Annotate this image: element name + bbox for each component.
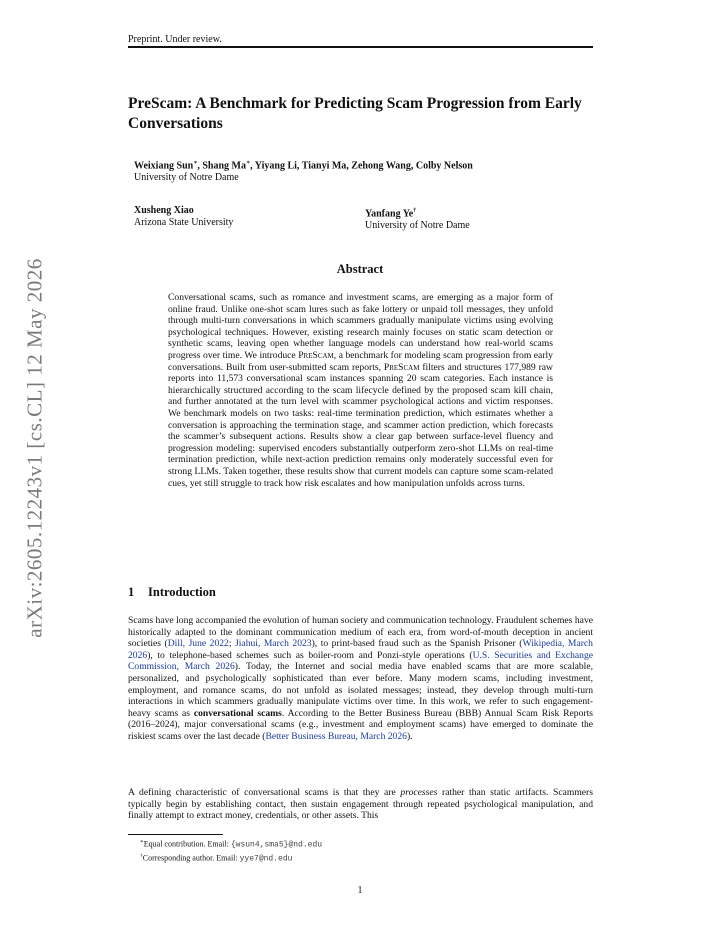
author-name xyxy=(365,205,470,220)
arxiv-stamp xyxy=(20,258,50,638)
emphasis-term: processes xyxy=(400,787,438,798)
page-number: 1 xyxy=(357,885,363,896)
running-header: Preprint. Under review. xyxy=(128,34,222,45)
equal-contribution-mark: ∗ xyxy=(193,160,198,166)
paragraph-text: . According to the Better Business Bureau (BBB) Annual Scam Risk Reports (2016–2024), major conversational scams (e.g., investment and employment scams) have emerged to dominate the riskiest scams over the last decade ( xyxy=(128,707,593,742)
author-name: Weixiang Sun xyxy=(134,160,194,172)
section-heading-introduction xyxy=(128,585,216,600)
footnote-text: Corresponding author. Email: xyxy=(142,853,240,863)
abstract-text: filters and structures 177,989 raw reports into 11,573 conversational scam instances spanning 20 scam categories. Each instance is hierarchically structured according to the scam lifecycle defined by the proposed scam kill chain, and further annotated at the turn level with scammer psychological actions and victim responses. We benchmark models on two tasks: real-time termination prediction, which estimates whether a conversation is approaching the termination stage, and scammer action prediction, which forecasts the scammer’s subsequent actions. Results show a clear gap between surface-level fluency and progression modeling: supervised encoders substantially outperform zero-shot LLMs on real-time termination prediction, while next-action prediction remains only moderately successful even for strong LLMs. Taken together, these results show that current models can capture some scam-related cues, yet still struggle to track how risk escalates and how manipulation unfolds across turns. xyxy=(168,361,553,489)
header-rule xyxy=(128,46,593,48)
affiliation: Arizona State University xyxy=(134,217,234,228)
bold-term: conversational scams xyxy=(193,707,282,719)
citation-link[interactable]: Better Business Bureau, March 2026 xyxy=(265,730,407,742)
footnotes xyxy=(140,837,322,864)
citation-link[interactable]: U.S. Securities and Exchange Commission, March 2026 xyxy=(128,649,593,673)
footnote-equal-contribution xyxy=(140,837,322,851)
intro-paragraph-1 xyxy=(128,615,593,743)
email-address: yye7@nd.edu xyxy=(239,854,293,864)
author-name: Xusheng Xiao xyxy=(134,205,194,216)
citation-link[interactable]: Jiahui, March 2023 xyxy=(235,638,312,650)
paper-title: PreScam: A Benchmark for Predicting Scam Progression from Early Conversations xyxy=(128,95,582,132)
citation-link[interactable]: Dill, June 2022 xyxy=(167,638,229,650)
citation-link[interactable]: Wikipedia, March 2026 xyxy=(128,638,593,661)
abstract-text: Conversational scams, such as romance and investment scams, are emerging as a major form of online fraud. Unlike one-shot scam lures such as fake lottery or unpaid toll messages, they unfold through multi-turn conversations in which scammers gradually manipulate victims using evolving psychological techniques. However, existing research mainly focuses on static scam detection or synthetic scams, leaving open whether language models can understand how real-world scams progress over time. We introduce xyxy=(168,292,553,361)
footnote-corresponding-author xyxy=(140,851,322,865)
equal-contribution-mark: ∗ xyxy=(245,160,251,166)
paragraph-text: ), to telephone-based schemes such as boiler-room and Ponzi-style operations ( xyxy=(147,649,473,661)
abstract-heading: Abstract xyxy=(336,262,384,276)
author-name: Yiyang Li, Tianyi Ma, Zehong Wang, Colby Nelson xyxy=(254,160,473,172)
author-names: Weixiang Sun∗, Shang Ma∗, Yiyang Li, Tianyi Ma, Zehong Wang, Colby Nelson xyxy=(134,160,473,172)
section-title: Introduction xyxy=(148,585,216,599)
abstract-body xyxy=(168,292,553,489)
section-number: 1 xyxy=(128,585,135,599)
benchmark-name: PreScam xyxy=(298,349,334,361)
paragraph-text: ). Today, the Internet and social media have enabled scams that are more scalable, personalized, and psychologically sophisticated than ever before. Many modern scams, including investment, employment, and romance scams, do not unfold as isolated messages; instead, they develop through multi-turn interactions in which scammers gradually manipulate victims over time. In this work, we refer to such engagement-heavy scams as xyxy=(128,661,593,719)
footnote-text: Equal contribution. Email: xyxy=(143,839,231,849)
affiliation: University of Notre Dame xyxy=(134,172,239,184)
footnote-mark: ∗ xyxy=(140,839,144,845)
paragraph-text: ; xyxy=(228,638,236,650)
affiliation: University of Notre Dame xyxy=(365,220,470,232)
paragraph-text: ), to print-based fraud such as the Spanish Prisoner ( xyxy=(311,638,523,650)
paragraph-text: A defining characteristic of conversational scams is that they are xyxy=(128,787,401,798)
footnote-mark: † xyxy=(140,852,143,859)
email-address: {wsun4,sma5}@nd.edu xyxy=(230,840,323,850)
author-name: Shang Ma xyxy=(202,160,246,172)
arxiv-stamp-text: arXiv:2605.12243v1 [cs.CL] 12 May 2026 xyxy=(22,258,47,638)
benchmark-name: PreScam xyxy=(383,361,420,373)
paragraph-text: Scams have long accompanied the evolution of human society and communication technology. Fraudulent schemes have historically adapted to the dominant communication medium of each era, from word-of-mouth deception in ancient societies ( xyxy=(128,615,593,650)
corresponding-author-mark: † xyxy=(413,208,417,214)
paragraph-text: ). xyxy=(406,730,413,742)
author-list xyxy=(134,157,473,184)
paragraph-text: rather than static artifacts. Scammers typically begin by establishing contact, then sustain engagement through repeated psychological manipulation, and finally attempt to extract money, credentials, or other assets. This xyxy=(128,787,593,822)
author-block-ye xyxy=(365,205,470,232)
author-block-xiao xyxy=(134,205,233,229)
footnote-rule xyxy=(128,834,223,835)
abstract-text: , a benchmark for modeling scam progression from early conversations. Built from user-submitted scam reports, xyxy=(168,349,553,373)
author-name-text: Yanfang Ye xyxy=(365,208,414,220)
intro-paragraph-2 xyxy=(128,787,593,822)
